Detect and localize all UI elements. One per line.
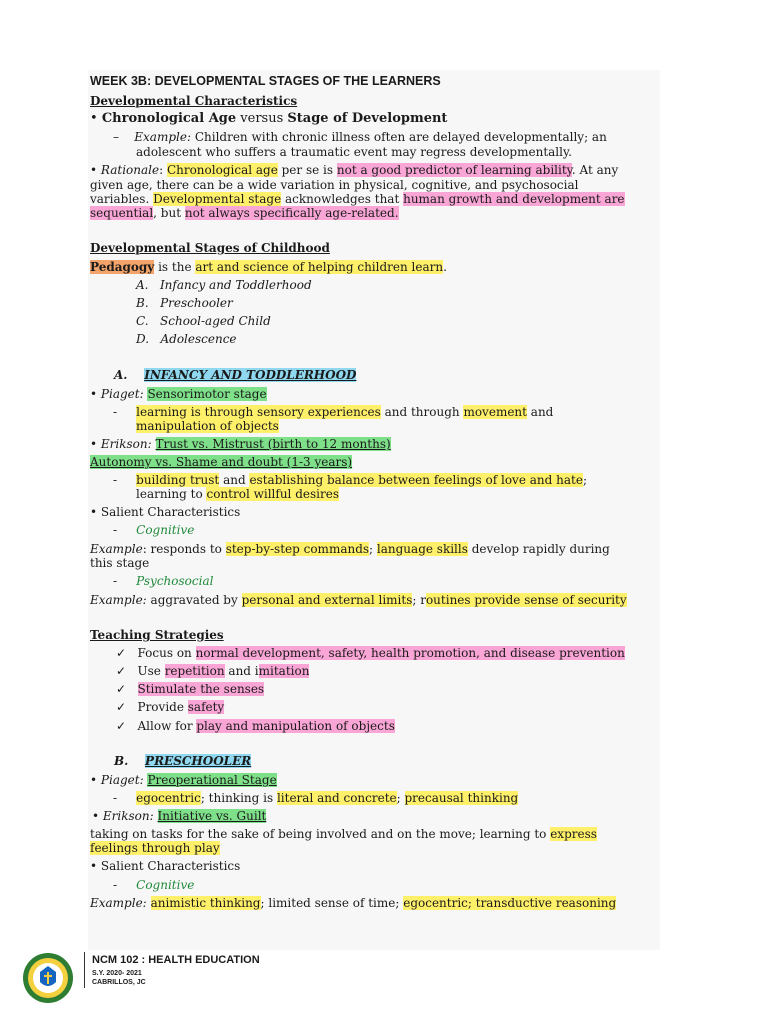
r1-mid: per se is [277,163,337,177]
dev-example-line1: – Example: Children with chronic illness often are delayed developmentally; an [113,130,607,144]
infancy-psy-example [90,593,627,608]
section-letter: B. [114,754,129,768]
hl-sensory-experiences: learning is through sensory experiences [136,405,381,419]
dev-example-line2: adolescent who suffers a traumatic event may regress developmentally. [136,145,572,159]
hl-human-growth: human growth and development are [403,192,625,206]
erikson-label: Erikson: [102,809,154,823]
dev-char-heading: Developmental Characteristics [90,94,298,108]
infancy-salient: • Salient Characteristics [90,505,241,519]
rationale-label: Rationale [100,163,160,177]
infancy-erikson-detail1: - building trust and establishing balance between feelings of love and hate; [113,473,587,487]
stage-letter: D. [136,332,150,346]
r3-start: variables. [90,192,154,206]
t2-start: Use [137,664,165,678]
rationale-line1: • Rationale: Chronological age per se is not a good predictor of learning ability. At any [90,163,619,177]
hl-manipulation: manipulation of objects [136,419,279,433]
ex-mid: ; limited sense of time; [260,896,404,910]
hl-preschooler-heading: PRESCHOOLER [145,754,252,768]
infancy-erikson-detail2 [136,487,339,502]
example-label: Example [90,542,143,556]
stage-text: Adolescence [160,332,237,346]
hl-autonomy: Autonomy vs. Shame and doubt (1-3 years) [90,455,353,469]
hl-movement: movement [463,405,527,419]
preschooler-piaget: • Piaget: Preoperational Stage [90,773,277,787]
footer-sy: S.Y. 2020- 2021 [92,970,142,977]
piaget-label: Piaget: [100,387,144,401]
psy-ex-start: aggravated by [146,593,242,607]
stage-text: School-aged Child [160,314,271,328]
section-letter: A. [114,368,128,382]
hl-feelings-play: feelings through play [90,841,220,855]
footer-author: CABRILLOS, JC [92,979,146,986]
hl-chronological-age: Chronological age [166,163,278,177]
pedagogy-line [90,260,447,275]
hl-developmental-stage: Developmental stage [153,192,282,206]
infancy-piaget-detail2 [136,419,279,434]
preschooler-erikson-detail1 [90,827,597,842]
hl-limits: personal and external limits [241,593,413,607]
stage-list-item [136,296,233,311]
infancy-cog-example2: this stage [90,556,150,570]
hl-literal-concrete: literal and concrete [276,791,397,805]
cog-ex-start: : responds to [142,542,226,556]
e1-mid: and [219,473,250,487]
salient-label: Salient Characteristics [100,859,241,873]
preschooler-cognitive: - Cognitive [113,878,195,892]
t4-start: Provide [137,700,188,714]
stage-letter: C. [136,314,149,328]
hl-preoperational: Preoperational Stage [147,773,277,787]
stage-letter: A. [136,278,149,292]
rationale-line2: given age, there can be a wide variation in physical, cognitive, and psychosocial [90,178,579,192]
preschooler-example [90,896,616,911]
hl-sequential: sequential [90,206,154,220]
preschooler-piaget-detail: - egocentric; thinking is literal and concrete; precausal thinking [113,791,519,805]
preschooler-heading [114,754,251,769]
psy-ex-mid: ; r [412,593,426,607]
teaching-item: ✓ Stimulate the senses [116,682,265,696]
p1-end: and [526,405,554,419]
hl-building-trust: building trust [136,473,220,487]
p1-mid1: ; thinking is [200,791,277,805]
ped-end: . [443,260,447,274]
example-label: Example: [90,593,147,607]
cog-ex-mid: ; [369,542,377,556]
r4-end: -related. [347,206,399,220]
teaching-item: ✓ Allow for play and manipulation of objects [116,719,395,733]
bullet-a: Chronological Age [101,111,237,126]
hl-routines: outines provide sense of security [425,593,627,607]
infancy-heading [114,368,356,383]
hl-egocentric: egocentric [136,791,201,805]
hl-transductive: egocentric; transductive reasoning [403,896,617,910]
rationale-line3 [90,192,625,207]
r1-end: . At any [571,163,619,177]
hl-infancy-heading: INFANCY AND TODDLERHOOD [144,368,357,382]
infancy-erikson: • Erikson: Trust vs. Mistrust (birth to 12 months) [90,437,391,451]
infancy-psychosocial: - Psychosocial [113,574,214,588]
hl-not-good-predictor: not a good predictor of learning ability [336,163,572,177]
salient-label: Salient Characteristics [100,505,241,519]
stage-text: Infancy and Toddlerhood [159,278,312,292]
psychosocial-label: Psychosocial [136,574,214,588]
hl-not-always-age: not always specifically age [184,206,348,220]
bullet-versus: versus [236,111,288,126]
hl-precausal: precausal thinking [404,791,519,805]
hl-express: express [550,827,597,841]
hl-language-skills: language skills [376,542,468,556]
t1-start: Focus on [137,646,196,660]
hl-pedagogy: Pedagogy [90,260,155,274]
hl-trust-mistrust: Trust vs. Mistrust (birth to 12 months) [155,437,391,451]
hl-safety: safety [187,700,225,714]
infancy-cognitive: - Cognitive [113,523,195,537]
teaching-item: ✓ Focus on normal development, safety, health promotion, and disease prevention [116,646,625,660]
hl-play: play and manipulation of objects [196,719,395,733]
teaching-heading: Teaching Strategies [90,628,224,642]
e1-start: taking on tasks for the sake of being involved and on the move; learning to [90,827,551,841]
hl-initiative-guilt: Initiative vs. Guilt [157,809,267,823]
example-label: Example: [134,130,191,144]
e2-start: learning to [136,487,207,501]
hl-step-commands: step-by-step commands [225,542,370,556]
p1-mid2: ; [396,791,405,805]
teaching-item: ✓ Provide safety [116,700,225,714]
p1-mid: and through [380,405,464,419]
rationale-line4 [90,206,399,221]
hl-imitation: mitation [258,664,310,678]
hl-stimulate: Stimulate the senses [137,682,265,696]
teaching-item: ✓ Use repetition and imitation [116,664,310,678]
cog-ex-end: develop rapidly during [467,542,610,556]
piaget-label: Piaget: [100,773,144,787]
r4-mid: , but [153,206,185,220]
infancy-cog-example1 [90,542,610,557]
hl-art-science: art and science of helping children learn [195,260,444,274]
e1-end: ; [582,473,587,487]
preschooler-erikson-detail2 [90,841,220,856]
school-seal-icon [22,952,74,1004]
preschooler-erikson: • Erikson: Initiative vs. Guilt [92,809,267,823]
preschooler-salient: • Salient Characteristics [90,859,241,873]
footer-divider [84,952,85,988]
hl-animistic: animistic thinking [150,896,261,910]
infancy-piaget-detail1: - learning is through sensory experiences and through movement and [113,405,554,419]
page-title: WEEK 3B: DEVELOPMENTAL STAGES OF THE LEARNERS [90,74,441,88]
stage-list-item [136,278,312,293]
footer-course: NCM 102 : HEALTH EDUCATION [92,954,260,966]
hl-willful-desires: control willful desires [206,487,339,501]
cognitive-label: Cognitive [136,523,195,537]
hl-sensorimotor: Sensorimotor stage [147,387,267,401]
hl-balance: establishing balance between feelings of love and hate [249,473,583,487]
stage-text: Preschooler [160,296,233,310]
dev-char-bullet: • Chronological Age versus Stage of Development [90,111,448,126]
r3-mid: acknowledges that [281,192,404,206]
infancy-piaget: • Piaget: Sensorimotor stage [90,387,267,401]
erikson-label: Erikson: [100,437,152,451]
stage-list-item [136,332,237,347]
ped-mid: is the [154,260,196,274]
example-text1: Children with chronic illness often are delayed developmentally; an [191,130,607,144]
bullet-b: Stage of Development [287,111,448,126]
cognitive-label: Cognitive [136,878,195,892]
stage-list-item [136,314,271,329]
infancy-autonomy [90,455,352,470]
stages-heading: Developmental Stages of Childhood [90,241,330,255]
hl-normal-development: normal development, safety, health promotion, and disease prevention [195,646,625,660]
example-label: Example: [90,896,147,910]
stage-letter: B. [136,296,149,310]
hl-repetition: repetition [164,664,225,678]
t5-start: Allow for [137,719,197,733]
t2-mid: and i [224,664,259,678]
